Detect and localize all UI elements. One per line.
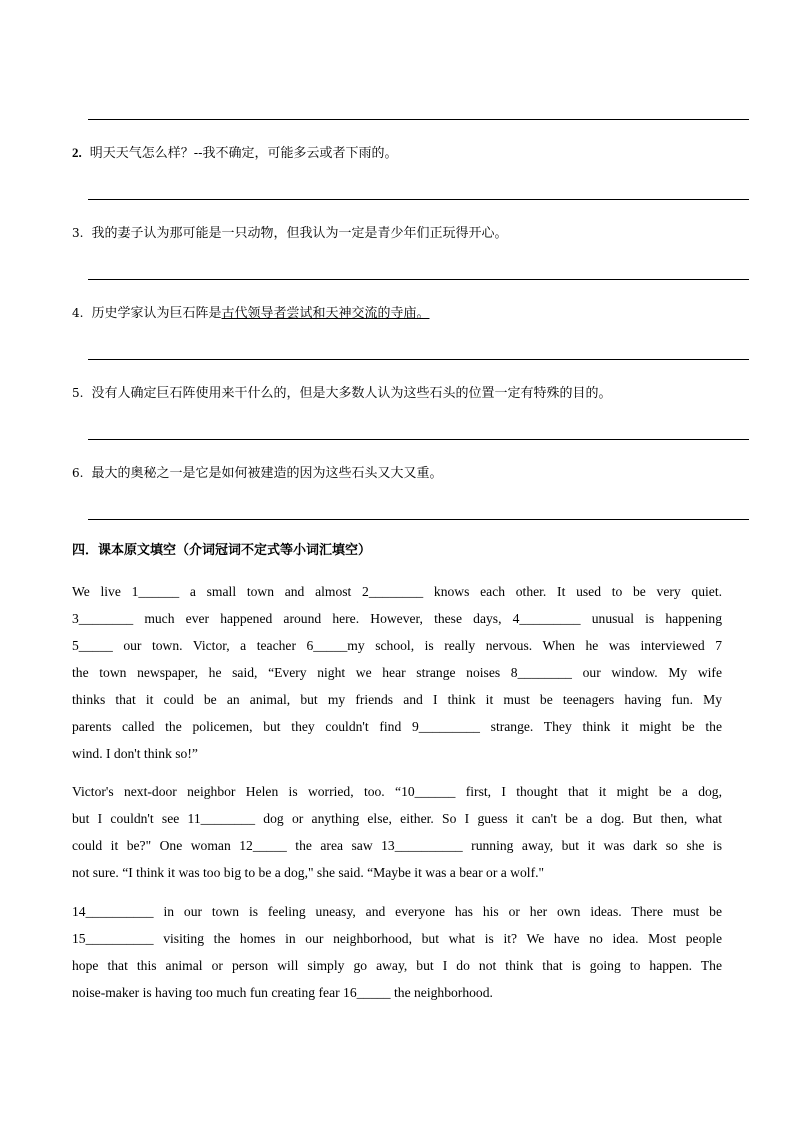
passage-line: hope that this animal or person will simply go away, but I do not think that is going to happen. The: [72, 958, 722, 973]
answer-line-1[interactable]: [88, 119, 749, 120]
question-6: [72, 463, 442, 484]
passage-line: thinks that it could be an animal, but my friends and I think it must be teenagers having fun. My: [72, 692, 722, 707]
question-number: 5.: [72, 386, 84, 400]
passage-paragraph-3: [72, 898, 722, 1006]
passage-line: 14__________ in our town is feeling uneasy, and everyone has his or her own ideas. There must be: [72, 904, 722, 919]
question-number: 6.: [72, 466, 84, 480]
passage-line: but I couldn't see 11________ dog or anything else, either. So I guess it can't be a dog. But then, what: [72, 811, 722, 826]
answer-line-6[interactable]: [88, 519, 749, 520]
question-text-underlined: 古代领导者尝试和天神交流的寺庙。: [221, 306, 430, 321]
question-number: 2.: [72, 145, 82, 160]
passage-line: wind. I don't think so!”: [72, 746, 198, 761]
question-4: [72, 303, 429, 324]
passage-line: We live 1______ a small town and almost 2________ knows each other. It used to be very quiet.: [72, 584, 722, 599]
passage-line: the town newspaper, he said, “Every night we hear strange noises 8________ our window. My wife: [72, 665, 722, 680]
question-number: 3.: [72, 226, 84, 240]
question-text: 没有人确定巨石阵使用来干什么的，但是大多数人认为这些石头的位置一定有特殊的目的。: [91, 386, 612, 401]
question-text: 明天天气怎么样？--我不确定，可能多云或者下雨的。: [89, 146, 398, 161]
passage-paragraph-2: [72, 778, 722, 886]
question-2: [72, 143, 398, 164]
passage-line: Victor's next-door neighbor Helen is worried, too. “10______ first, I thought that it might be a dog,: [72, 784, 722, 799]
question-text: 历史学家认为巨石阵是: [91, 306, 222, 321]
passage-line: noise-maker is having too much fun creating fear 16_____ the neighborhood.: [72, 985, 493, 1000]
answer-line-2[interactable]: [88, 199, 749, 200]
section-heading: 四．课本原文填空（介词冠词不定式等小词汇填空）: [72, 543, 372, 558]
question-5: [72, 383, 611, 404]
passage-paragraph-1: [72, 578, 722, 767]
passage-line: 15__________ visiting the homes in our neighborhood, but what is it? We have no idea. Most people: [72, 931, 722, 946]
answer-line-5[interactable]: [88, 439, 749, 440]
question-3: [72, 223, 507, 244]
answer-line-4[interactable]: [88, 359, 749, 360]
question-text: 最大的奥秘之一是它是如何被建造的因为这些石头又大又重。: [91, 466, 443, 481]
passage-line: parents called the policemen, but they couldn't find 9_________ strange. They think it might be the: [72, 719, 722, 734]
passage-line: 5_____ our town. Victor, a teacher 6_____my school, is really nervous. When he was interviewed 7: [72, 638, 722, 653]
passage-line: not sure. “I think it was too big to be a dog," she said. “Maybe it was a bear or a wolf.": [72, 865, 545, 880]
passage-line: 3________ much ever happened around here. However, these days, 4_________ unusual is happening: [72, 611, 722, 626]
question-number: 4.: [72, 306, 84, 320]
passage-line: could it be?" One woman 12_____ the area saw 13__________ running away, but it was dark so she is: [72, 838, 722, 853]
question-text: 我的妻子认为那可能是一只动物，但我认为一定是青少年们正玩得开心。: [91, 226, 508, 241]
answer-line-3[interactable]: [88, 279, 749, 280]
